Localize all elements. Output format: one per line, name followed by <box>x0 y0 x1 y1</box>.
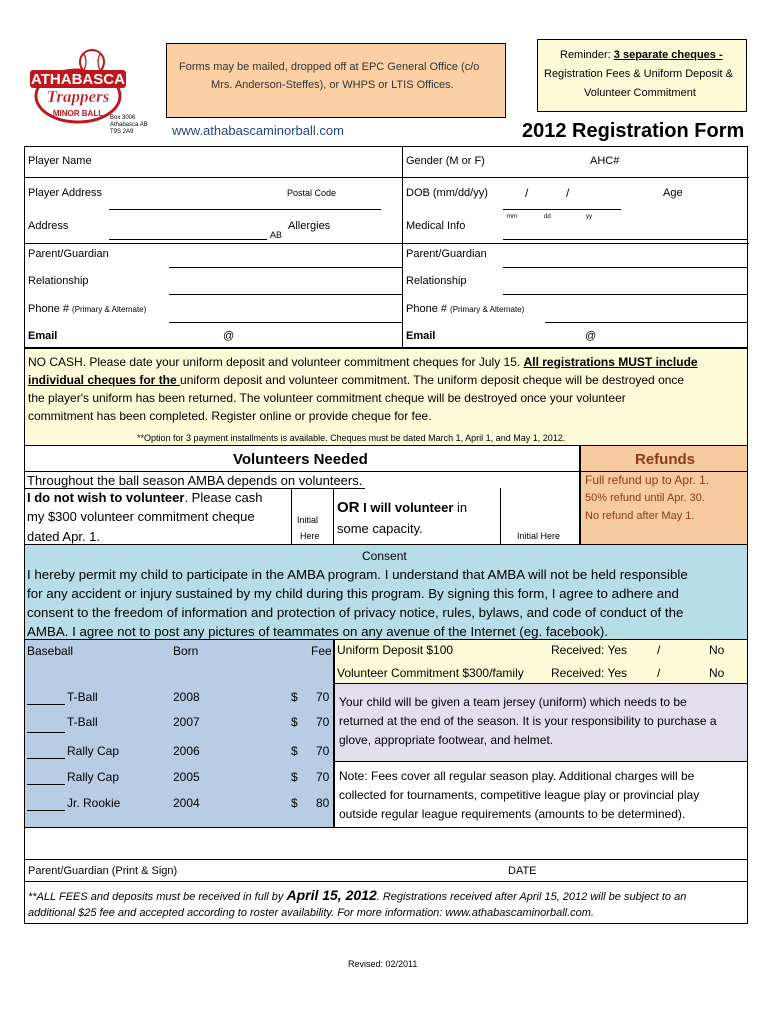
fees-header-fee: Fee <box>311 644 332 658</box>
date-label: DATE <box>508 865 537 877</box>
initial-label-no: Initial <box>297 515 319 525</box>
fee-row-amount: 70 <box>316 690 330 704</box>
fee-row-division: Jr. Rookie <box>67 796 121 810</box>
consent-line-3: consent to the freedom of information and protection of privacy notice, rules, bylaws, and code of conduct of the <box>27 605 684 620</box>
fee-note-line-1: Note: Fees cover all regular season play. Additional charges will be <box>339 769 695 783</box>
dob-slash-2: / <box>566 186 570 200</box>
logo <box>26 46 130 126</box>
org-address-line-2: Athabasca AB <box>110 122 148 128</box>
form-title: 2012 Registration Form <box>522 120 745 142</box>
reminder-line-3: Volunteer Commitment <box>584 87 696 99</box>
fees-deadline-line-1 <box>28 888 686 903</box>
fee-row-amount: 70 <box>316 744 330 758</box>
phone-note: (Primary & Alternate) <box>450 305 525 314</box>
fee-note-box <box>334 762 748 828</box>
dob-label: DOB (mm/dd/yy) <box>406 187 488 199</box>
reminder-emphasis: 3 separate cheques - <box>613 49 723 61</box>
uniform-slash: / <box>657 643 661 657</box>
fee-note-line-2: collected for tournaments, competitive league play or provincial play <box>339 788 700 802</box>
fees-deadline-b: . Registrations received after April 15, 2012 will be subject to an <box>376 891 687 903</box>
signature-section <box>24 828 748 924</box>
fees-deadline-date: April 15, 2012 <box>286 887 377 903</box>
consent-title: Consent <box>362 549 407 563</box>
phone-label-left <box>28 304 146 315</box>
checkbox-line[interactable] <box>27 810 65 811</box>
fee-row-currency: $ <box>291 770 298 784</box>
consent-line-4: AMBA. I agree not to post any pictures of teammates on any avenue of the Internet (eg. facebook). <box>27 624 608 639</box>
volunteer-commitment-label: Volunteer Commitment $300/family <box>337 666 524 680</box>
notice-line-1a: NO CASH. Please date your uniform deposit and volunteer commitment cheques for July 15. <box>28 355 524 369</box>
checkbox-line[interactable] <box>27 784 65 785</box>
no-volunteer-line-2: my $300 volunteer commitment cheque <box>27 509 255 524</box>
fee-row-division: T-Ball <box>67 715 98 729</box>
phone-label-text: Phone # <box>406 303 451 315</box>
uniform-received-yes[interactable]: Received: Yes <box>551 643 628 657</box>
age-label: Age <box>663 187 683 199</box>
mail-notice-line-1: Forms may be mailed, dropped off at EPC General Office (c/o <box>179 61 480 73</box>
address-input-line[interactable] <box>109 239 267 240</box>
postal-code-label: Postal Code <box>287 188 337 198</box>
fee-note-line-3: outside regular league requirements (amounts to be determined). <box>339 807 686 821</box>
mail-notice-line-2: Mrs. Anderson-Steffes), or WHPS or LTIS Offices. <box>211 79 454 91</box>
fee-row-born: 2007 <box>173 715 200 729</box>
parent-signature-label: Parent/Guardian (Print & Sign) <box>28 865 178 877</box>
volunteer-received-yes[interactable]: Received: Yes <box>551 666 628 680</box>
province-ab: AB <box>270 230 283 240</box>
fees-header-born: Born <box>173 644 199 658</box>
fee-row-currency: $ <box>291 744 298 758</box>
dob-yy-hint: yy <box>586 214 592 220</box>
parent-guardian-input-right[interactable] <box>503 267 748 268</box>
installment-option: **Option for 3 payment installments is available. Cheques must be dated March 1, April 1, and May 1, 2012. <box>137 433 566 443</box>
medical-info-input-line[interactable] <box>503 239 748 240</box>
fee-row-division: T-Ball <box>67 690 98 704</box>
fee-row-currency: $ <box>291 715 298 729</box>
checkbox-line[interactable] <box>27 732 65 733</box>
fees-header-division: Baseball <box>27 644 74 658</box>
consent-line-2: for any accident or injury sustained by my child during this program. By signing this form, I agree to adhere and <box>27 586 679 601</box>
allergies-label: Allergies <box>288 220 331 232</box>
no-volunteer-line-1 <box>27 491 263 504</box>
parent-guardian-label-right: Parent/Guardian <box>406 248 487 260</box>
logo-text-1: ATHABASCA <box>31 71 125 88</box>
or-volunteer-line-1 <box>337 500 467 515</box>
phone-note: (Primary & Alternate) <box>72 305 147 314</box>
fee-row-division: Rally Cap <box>67 744 120 758</box>
initial-here-yes: Initial Here <box>517 531 561 541</box>
uniform-deposit-label: Uniform Deposit $100 <box>337 643 454 657</box>
consent-section <box>24 545 748 640</box>
gender-label: Gender (M or F) <box>406 155 485 167</box>
org-address-line-3: T9S 2A9 <box>110 129 134 135</box>
refund-line-1: Full refund up to Apr. 1. <box>585 473 710 487</box>
volunteers-section <box>24 446 580 545</box>
refunds-title: Refunds <box>635 451 695 468</box>
refunds-box <box>580 446 748 545</box>
medical-info-label: Medical Info <box>406 220 466 232</box>
ahc-label: AHC# <box>590 155 620 167</box>
relationship-label-right: Relationship <box>406 275 467 287</box>
phone-input-right[interactable] <box>545 322 748 323</box>
notice-line-1 <box>28 356 698 368</box>
yes-volunteer-rest: in <box>453 500 468 515</box>
reminder-line-1 <box>560 50 723 61</box>
checkbox-line[interactable] <box>27 758 65 759</box>
parent-guardian-input-left[interactable] <box>169 267 402 268</box>
reminder-line-2: Registration Fees & Uniform Deposit & <box>544 68 733 80</box>
phone-input-left[interactable] <box>169 322 402 323</box>
fees-deadline-a: **ALL FEES and deposits must be received in full by <box>28 891 287 903</box>
logo-text-2: Trappers <box>46 87 110 106</box>
volunteers-title: Volunteers Needed <box>233 451 368 468</box>
consent-line-1: I hereby permit my child to participate in the AMBA program. I understand that AMBA will not be held responsible <box>27 567 688 582</box>
reminder-box <box>537 39 747 112</box>
refund-line-3: No refund after May 1. <box>585 510 695 522</box>
email-at-right: @ <box>585 330 597 342</box>
notice-line-2b: uniform deposit and volunteer commitment. The uniform deposit cheque will be destroyed once <box>180 373 685 387</box>
fee-row-amount: 80 <box>316 796 330 810</box>
logo-graphic <box>26 46 130 126</box>
fees-table <box>24 640 334 828</box>
dob-slash-1: / <box>525 186 529 200</box>
email-label-right: Email <box>406 330 436 342</box>
player-name-label: Player Name <box>28 155 92 167</box>
notice-line-2a: individual cheques for the <box>28 373 181 387</box>
fees-deadline-line-2: additional $25 fee and accepted according to roster availability. For more information: www.athabascaminorball.com. <box>28 907 594 919</box>
relationship-input-right[interactable] <box>503 294 748 295</box>
website-link[interactable]: www.athabascaminorball.com <box>172 123 344 138</box>
fee-row-born: 2004 <box>173 796 200 810</box>
player-address-label: Player Address <box>28 187 102 199</box>
fee-row-amount: 70 <box>316 770 330 784</box>
registration-grid <box>24 146 748 348</box>
fee-row-division: Rally Cap <box>67 770 120 784</box>
checkbox-line[interactable] <box>27 704 65 705</box>
uniform-received-no[interactable]: No <box>709 643 725 657</box>
phone-label-text: Phone # <box>28 303 73 315</box>
parent-guardian-label-left: Parent/Guardian <box>28 248 109 260</box>
email-label-left: Email <box>28 330 58 342</box>
dob-input-line[interactable] <box>503 209 621 210</box>
initial-box-yes[interactable] <box>501 488 580 544</box>
volunteers-intro: Throughout the ball season AMBA depends on volunteers. <box>27 473 363 488</box>
revised-date: Revised: 02/2011 <box>348 959 418 969</box>
jersey-line-2: returned at the end of the season. It is your responsibility to purchase a <box>339 714 717 728</box>
yes-volunteer-bold: I will volunteer <box>359 500 454 515</box>
mail-notice-box <box>166 43 506 118</box>
org-address-line-1: Box 3006 <box>110 115 136 121</box>
dob-dd-hint: dd <box>544 214 551 220</box>
notice-line-4: commitment has been completed. Register online or provide cheque for fee. <box>28 409 432 423</box>
fee-row-born: 2008 <box>173 690 200 704</box>
fee-row-currency: $ <box>291 796 298 810</box>
jersey-box <box>334 684 748 762</box>
volunteer-received-no[interactable]: No <box>709 666 725 680</box>
jersey-line-1: Your child will be given a team jersey (uniform) which needs to be <box>339 695 687 709</box>
deposits-box <box>334 640 748 684</box>
no-volunteer-line-3: dated Apr. 1. <box>27 529 101 544</box>
volunteer-slash: / <box>657 666 661 680</box>
phone-label-right <box>406 304 524 315</box>
reminder-prefix: Reminder: <box>560 49 614 61</box>
notice-line-1b: All registrations MUST include <box>523 355 698 369</box>
here-label-no: Here <box>300 531 320 541</box>
refund-line-2: 50% refund until Apr. 30. <box>585 492 705 504</box>
payment-notice <box>24 348 748 446</box>
logo-text-3: MINOR BALL <box>52 109 104 118</box>
relationship-label-left: Relationship <box>28 275 89 287</box>
notice-line-3: the player's uniform has been returned. The volunteer commitment cheque will be destroyed once your volunteer <box>28 391 626 405</box>
fee-row-amount: 70 <box>316 715 330 729</box>
initial-box-no[interactable] <box>292 488 333 544</box>
notice-line-2 <box>28 374 684 386</box>
or-volunteer-line-2: some capacity. <box>337 521 423 536</box>
fee-row-born: 2005 <box>173 770 200 784</box>
no-volunteer-rest: . Please cash <box>184 490 263 505</box>
or-label: OR <box>337 499 360 516</box>
email-at-left: @ <box>223 330 235 342</box>
dob-mm-hint: mm <box>507 214 517 220</box>
address-label: Address <box>28 220 69 232</box>
no-volunteer-bold: I do not wish to volunteer <box>27 490 185 505</box>
player-address-line[interactable] <box>109 209 381 210</box>
fee-row-currency: $ <box>291 690 298 704</box>
jersey-line-3: glove, appropriate footwear, and helmet. <box>339 733 554 747</box>
fee-row-born: 2006 <box>173 744 200 758</box>
relationship-input-left[interactable] <box>169 294 402 295</box>
